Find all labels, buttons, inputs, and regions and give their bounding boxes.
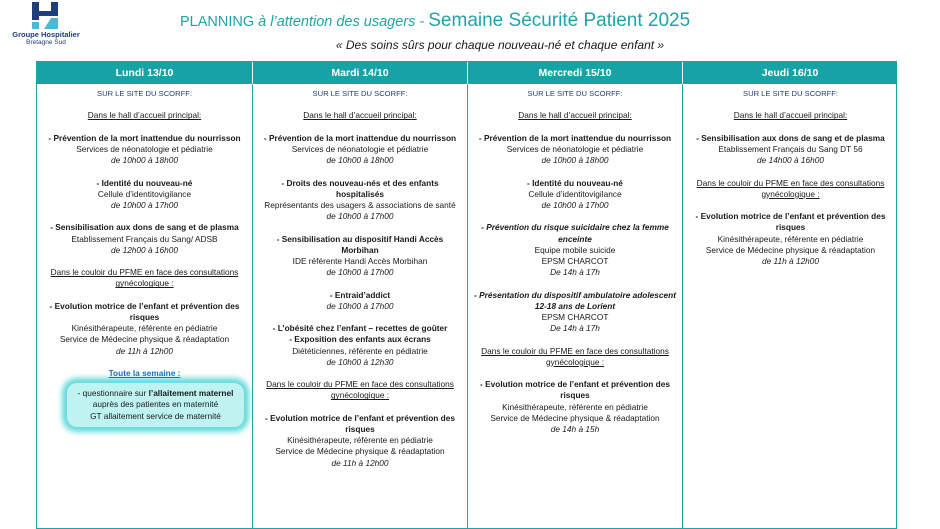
day-column-monday (37, 84, 253, 529)
day-column-tuesday (253, 84, 468, 529)
event-title: - L’obésité chez l’enfant – recettes de goûter (272, 323, 448, 334)
day-column-thursday (683, 84, 898, 529)
event-title: - Prévention de la mort inattendue du nourrisson (478, 132, 672, 143)
event-time: de 10h00 à 17h00 (541, 199, 609, 210)
event-time: de 11h à 12h00 (115, 345, 174, 356)
logo-region: Bretagne Sud (26, 39, 66, 46)
event-title: - Sensibilisation aux dons de sang et de plasma (50, 222, 239, 233)
title-planning: PLANNING (180, 14, 259, 30)
hall-label: Dans le hall d’accueil principal: (518, 110, 632, 121)
event-title: - Entraid’addict (329, 289, 391, 300)
event-title: - Sensibilisation au dispositif Handi Accès Morbihan (276, 233, 444, 255)
planning-table (36, 61, 897, 529)
event-title: - Prévention du risque suicidaire chez la femme enceinte (481, 222, 669, 244)
event-time: de 14h00 à 16h00 (757, 155, 824, 166)
corridor-label: Dans le couloir du PFME en face des consultations gynécologique : (481, 345, 669, 367)
title-audience: à l’attention des usagers - (258, 14, 429, 30)
event-time: de 10h00 à 17h00 (111, 199, 178, 210)
event-organizer: Etablissement Français du Sang/ ADSB (71, 233, 218, 244)
event-time: de 10h00 à 18h00 (111, 155, 178, 166)
event-title: - Evolution motrice de l’enfant et prévention des risques (480, 379, 670, 401)
survey-organizer: GT allaitement service de maternité (90, 410, 221, 421)
event-time: de 10h00 à 17h00 (326, 211, 394, 222)
event-organizer: Kinésithérapeute, référente en pédiatrie (71, 323, 218, 334)
event-organizer: Kinésithérapeute, référente en pédiatrie (502, 401, 648, 412)
day-header-tuesday: Mardi 14/10 (253, 62, 468, 84)
event-institution: EPSM CHARCOT (541, 311, 609, 322)
event-time: de 10h00 à 17h00 (326, 267, 394, 278)
event-time: De 14h à 17h (550, 323, 600, 334)
event-time: de 11h à 12h00 (331, 457, 389, 468)
corridor-label: Dans le couloir du PFME en face des consultations gynécologique : (266, 379, 454, 401)
corridor-label: Dans le couloir du PFME en face des consultations gynécologique : (696, 177, 885, 199)
title-event: Semaine Sécurité Patient 2025 (428, 10, 691, 31)
event-time: De 14h à 17h (550, 267, 600, 278)
event-title: - Prévention de la mort inattendue du nourrisson (263, 132, 457, 143)
event-service: Service de Médecine physique & réadaptation (59, 334, 230, 345)
event-organizer: Services de néonatologie et pédiatrie (506, 143, 644, 154)
event-title: - Sensibilisation aux dons de sang et de plasma (696, 132, 885, 143)
event-organizer: Services de néonatologie et pédiatrie (76, 143, 213, 154)
event-service: Service de Médecine physique & réadaptation (490, 412, 660, 423)
event-organizer: Diététiciennes, référente en pédiatrie (292, 345, 428, 356)
event-service: Service de Médecine physique & réadaptation (705, 244, 876, 255)
event-title: - Prévention de la mort inattendue du nourrisson (48, 132, 241, 143)
corridor-label: Dans le couloir du PFME en face des consultations gynécologique : (50, 267, 239, 289)
site-label: SUR LE SITE DU SCORFF: (743, 89, 838, 98)
event-title: - Evolution motrice de l’enfant et prévention des risques (49, 300, 240, 322)
site-label: SUR LE SITE DU SCORFF: (97, 89, 192, 98)
hospital-logo (4, 2, 88, 46)
event-organizer: IDE référente Handi Accès Morbihan (292, 255, 428, 266)
survey-topic: l’allaitement maternel (148, 388, 234, 399)
event-organizer: Services de néonatologie et pédiatrie (291, 143, 429, 154)
event-institution: EPSM CHARCOT (541, 255, 609, 266)
event-time: de 10h00 à 18h00 (541, 155, 609, 166)
day-header-wednesday: Mercredi 15/10 (468, 62, 683, 84)
day-header-thursday: Jeudi 16/10 (683, 62, 898, 84)
page-subtitle: « Des soins sûrs pour chaque nouveau-né et chaque enfant » (335, 38, 665, 52)
hospital-h-icon (30, 2, 60, 30)
page-title (180, 8, 820, 35)
event-organizer: Représentants des usagers & associations de santé (264, 199, 456, 210)
breastfeeding-survey-highlight (67, 383, 244, 427)
survey-text-start: - questionnaire sur (77, 388, 149, 399)
event-organizer: Equipe mobile suicide (534, 244, 616, 255)
event-title: - Droits des nouveau-nés et des enfants hospitalisés (281, 177, 439, 199)
event-time: de 10h00 à 18h00 (326, 155, 394, 166)
event-organizer: Cellule d’identitovigilance (97, 188, 192, 199)
survey-text-end: auprès des patientes en maternité (92, 399, 219, 410)
logo-name: Groupe Hospitalier (12, 30, 80, 39)
event-service: Service de Médecine physique & réadaptation (275, 446, 445, 457)
event-organizer: Etablissement Français du Sang DT 56 (718, 143, 863, 154)
event-time: de 11h à 12h00 (761, 255, 820, 266)
event-time: de 14h à 15h (550, 423, 600, 434)
event-title: - Identité du nouveau-né (96, 177, 193, 188)
event-title: - Evolution motrice de l’enfant et prévention des risques (265, 412, 455, 434)
event-organizer: Cellule d’identitovigilance (528, 188, 622, 199)
event-title: - Identité du nouveau-né (527, 177, 623, 188)
event-organizer: Kinésithérapeute, référente en pédiatrie (717, 233, 864, 244)
event-title: - Evolution motrice de l’enfant et prévention des risques (695, 211, 886, 233)
site-label: SUR LE SITE DU SCORFF: (527, 89, 623, 98)
site-label: SUR LE SITE DU SCORFF: (312, 89, 408, 98)
hall-label: Dans le hall d’accueil principal: (303, 110, 417, 121)
event-time: de 12h00 à 16h00 (111, 244, 178, 255)
event-time: de 10h00 à 12h30 (326, 356, 394, 367)
day-header-monday: Lundi 13/10 (37, 62, 253, 84)
whole-week-label: Toute la semaine : (108, 367, 181, 378)
hall-label: Dans le hall d’accueil principal: (87, 110, 202, 121)
day-column-wednesday (468, 84, 683, 529)
event-title: - Exposition des enfants aux écrans (289, 334, 431, 345)
event-time: de 10h00 à 17h00 (326, 300, 394, 311)
event-organizer: Kinésithérapeute, référente en pédiatrie (287, 435, 433, 446)
hall-label: Dans le hall d’accueil principal: (733, 110, 848, 121)
event-title: - Présentation du dispositif ambulatoire adolescent 12-18 ans de Lorient (474, 289, 676, 311)
